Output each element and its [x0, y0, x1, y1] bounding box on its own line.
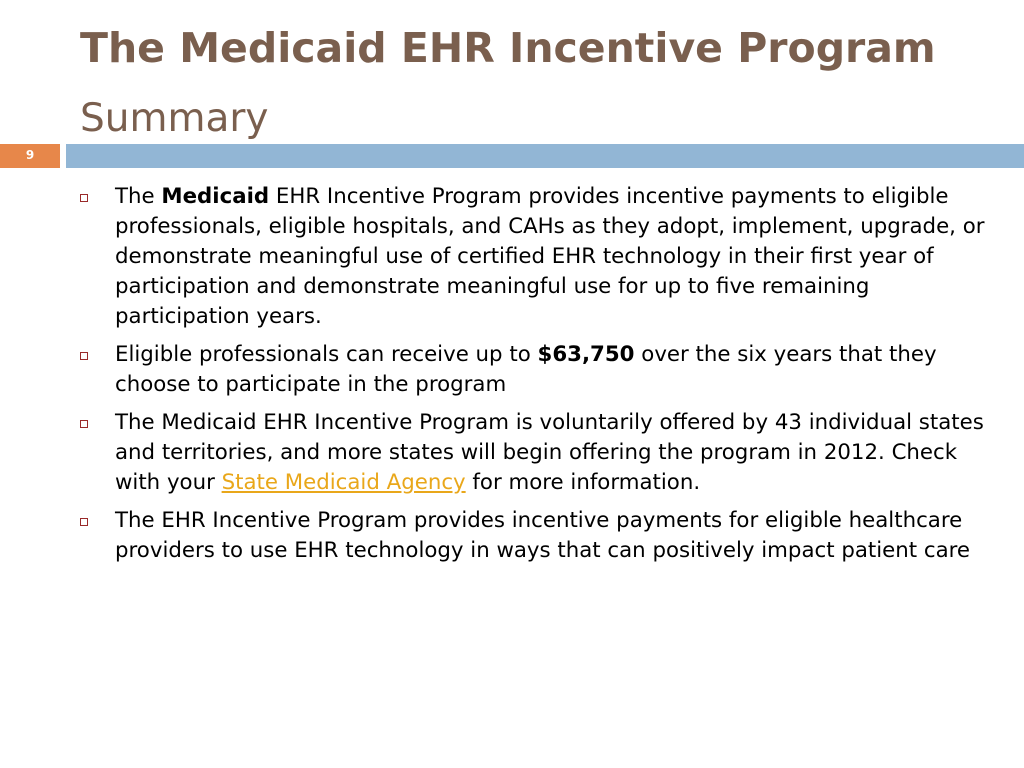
square-bullet-icon — [80, 518, 88, 526]
square-bullet-icon — [80, 352, 88, 360]
square-bullet-icon — [80, 420, 88, 428]
slide-number: 9 — [0, 144, 60, 168]
bullet-item-2 — [80, 340, 990, 400]
square-bullet-icon — [80, 194, 88, 202]
bullet-2-bold-amount: $63,750 — [537, 342, 635, 367]
bullet-2-text-start: Eligible professionals can receive up to — [115, 342, 538, 367]
header-bar — [66, 144, 1024, 168]
bullet-3-text-end: for more information. — [465, 470, 701, 495]
bullet-4-text: The EHR Incentive Program provides incentive payments for eligible healthcare providers to use EHR technology in ways that can positively impact patient care — [115, 508, 971, 563]
slide-subtitle: Summary — [80, 96, 269, 141]
bullet-item-4 — [80, 506, 990, 566]
bullet-3-text-start: The Medicaid EHR Incentive Program is voluntarily offered by 43 individual states and territories, and more states will begin offering the program in 2012. Check with your — [115, 410, 984, 495]
state-medicaid-agency-link[interactable]: State Medicaid Agency — [221, 470, 466, 495]
slide-title: The Medicaid EHR Incentive Program — [80, 24, 936, 72]
bullet-list — [80, 182, 990, 574]
bullet-1-text-end: EHR Incentive Program provides incentive payments to eligible professionals, eligible hospitals, and CAHs as they adopt, implement, upgrade, or demonstrate meaningful use of certified EHR technology in their first year of participation and demonstrate meaningful use for up to five remaining participation years. — [115, 184, 985, 329]
bullet-item-3 — [80, 408, 990, 498]
bullet-item-1 — [80, 182, 990, 332]
bullet-1-text-start: The — [115, 184, 162, 209]
bullet-2-text-end: over the six years that they choose to participate in the program — [115, 342, 937, 397]
bullet-1-bold-medicaid: Medicaid — [161, 184, 270, 209]
